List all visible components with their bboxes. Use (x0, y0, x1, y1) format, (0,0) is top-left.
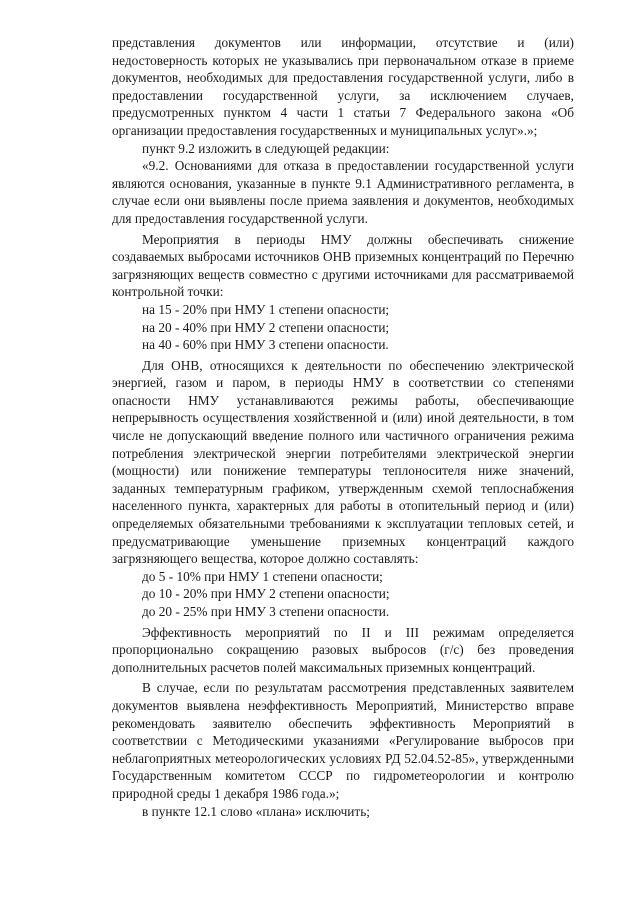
paragraph-ineffectiveness: В случае, если по результатам рассмотрения представленных заявителем документов выявлена неэффективность Мероприятий, Министерство вправе рекомендовать заявителю обеспечить эффективность Мероприятий в соответствии с Методическими указаниями «Регулирование выбросов при неблагоприятных метеорологических условиях РД 52.04.52-85», утвержденными Государственным комитетом СССР по гидрометеорологии и контролю природной среды 1 декабря 1986 года.»; (112, 680, 574, 801)
paragraph-energy-onv: Для ОНВ, относящихся к деятельности по обеспечению электрической энергией, газом и паром, в периоды НМУ в соответствии со степенями опасности НМУ устанавливаются режимы работы, обеспечивающие непрерывность осуществления хозяйственной и (или) иной деятельности, в том числе не допускающий введение полного или частичного ограничения режима потребления электрической энергии потребителями электрической энергии (мощности) или понижение температуры теплоносителя ниже значений, заданных температурным графиком, утвержденным схемой теплоснабжения населенного пункта, характерных для работы в отопительный период и (или) определяемых обязательными требованиями к эксплуатации тепловых сетей, и предусматривающие уменьшение приземных концентраций каждого загрязняющего вещества, которое должно составлять: (112, 357, 574, 567)
paragraph-continuation: представления документов или информации, отсутствие и (или) недостоверность которых не указывались при первоначальном отказе в приеме документов, необходимых для предоставления государственной услуги, либо в предоставлении государственной услуги, за исключением случаев, предусмотренных пунктом 4 части 1 статьи 7 Федерального закона «Об организации предоставления государственных и муниципальных услуг».»; (112, 35, 574, 138)
paragraph-9-2-text: «9.2. Основаниями для отказа в предоставлении государственной услуги являются основания, указанные в пункте 9.1 Административного регламента, в случае если они выявлены после приема заявления и документов, необходимых для предоставления государственной услуги. (112, 158, 574, 226)
list-item-energy-1: до 5 - 10% при НМУ 1 степени опасности; (142, 568, 383, 584)
list-item-reduction-2: на 20 - 40% при НМУ 2 степени опасности; (142, 319, 390, 335)
paragraph-amendment-9-2: пункт 9.2 изложить в следующей редакции: (142, 140, 390, 156)
paragraph-12-1: в пункте 12.1 слово «плана» исключить; (142, 803, 370, 819)
paragraph-efficiency: Эффективность мероприятий по II и III режимам определяется пропорционально сокращению разовых выбросов (г/с) без проведения дополнительных расчетов полей максимальных приземных концентраций. (112, 624, 574, 675)
list-item-reduction-1: на 15 - 20% при НМУ 1 степени опасности; (142, 301, 390, 317)
list-item-reduction-3: на 40 - 60% при НМУ 3 степени опасности. (142, 337, 389, 353)
list-item-energy-3: до 20 - 25% при НМУ 3 степени опасности. (142, 604, 390, 619)
document-page (112, 34, 574, 820)
list-item-energy-2: до 10 - 20% при НМУ 2 степени опасности; (142, 586, 390, 602)
paragraph-measures-nmu: Мероприятия в периоды НМУ должны обеспечивать снижение создаваемых выбросами источников ОНВ приземных концентраций по Перечню загрязняющих веществ совместно с другими источниками для рассматриваемой контрольной точки: (112, 231, 574, 300)
